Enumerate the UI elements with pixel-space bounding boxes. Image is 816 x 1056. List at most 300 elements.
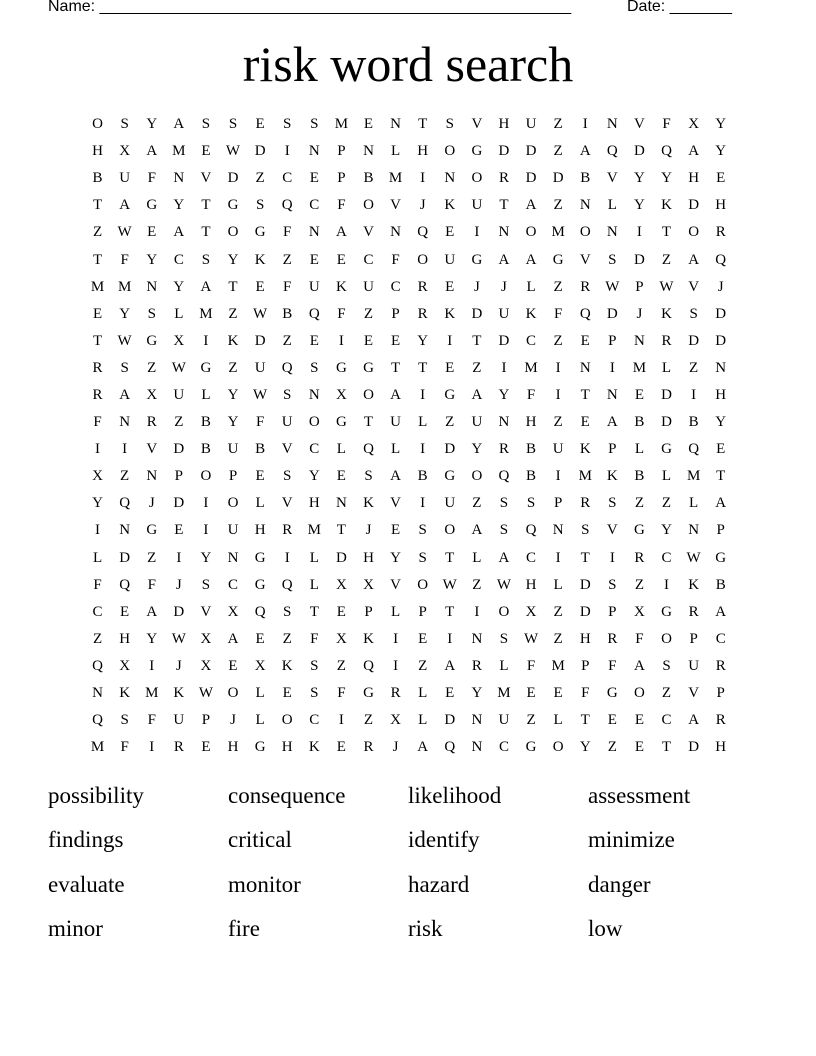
grid-letter: N <box>390 116 401 133</box>
grid-letter: L <box>201 386 211 403</box>
grid-letter: N <box>308 143 320 160</box>
grid-letter: E <box>201 143 211 160</box>
grid-letter: B <box>255 441 266 458</box>
grid-letter: J <box>230 712 236 729</box>
grid-letter: W <box>605 278 620 295</box>
grid-letter: H <box>525 576 537 593</box>
grid-letter: L <box>553 576 563 593</box>
grid-letter: M <box>307 522 321 539</box>
grid-letter: G <box>227 197 239 214</box>
grid-letter: I <box>203 495 209 512</box>
grid-letter: T <box>92 332 103 349</box>
grid-letter: D <box>173 495 185 512</box>
grid-letter: K <box>579 441 591 458</box>
grid-letter: H <box>227 739 239 756</box>
grid-letter: M <box>686 468 701 485</box>
grid-letter: A <box>444 657 456 674</box>
grid-letter: X <box>200 657 212 674</box>
grid-letter: E <box>445 359 455 376</box>
grid-letter: E <box>309 251 319 268</box>
grid-letter: N <box>606 116 618 133</box>
word-list-item: minor <box>48 915 103 941</box>
grid-letter: Z <box>282 251 292 268</box>
name-field: Name: _____________________________________________________ <box>48 0 572 15</box>
grid-letter: X <box>119 143 131 160</box>
grid-letter: J <box>148 495 155 512</box>
grid-letter: E <box>580 414 590 431</box>
grid-letter: A <box>200 278 212 295</box>
grid-letter: Z <box>553 197 563 214</box>
grid-letter: K <box>281 657 293 674</box>
grid-letter: D <box>119 549 131 566</box>
grid-letter: E <box>336 739 346 756</box>
grid-letter: A <box>688 712 700 729</box>
grid-letter: Q <box>525 522 537 539</box>
grid-letter: Z <box>689 359 699 376</box>
grid-letter: I <box>149 657 155 674</box>
grid-letter: S <box>120 359 129 376</box>
grid-letter: N <box>606 386 618 403</box>
grid-letter: I <box>420 386 426 403</box>
grid-letter: W <box>253 386 268 403</box>
grid-letter: H <box>498 116 510 133</box>
grid-letter: G <box>254 576 266 593</box>
grid-letter: G <box>634 522 645 539</box>
grid-letter: I <box>555 359 561 376</box>
grid-letter: S <box>310 359 319 376</box>
grid-letter: O <box>661 630 672 647</box>
grid-letter: H <box>254 522 266 539</box>
grid-letter: Q <box>579 305 591 322</box>
grid-letter: T <box>363 414 374 431</box>
grid-letter: W <box>253 305 268 322</box>
grid-letter: N <box>498 224 510 241</box>
grid-letter: F <box>337 197 346 214</box>
grid-letter: S <box>255 197 265 214</box>
grid-letter: W <box>523 630 539 647</box>
grid-letter: Q <box>417 224 429 241</box>
grid-letter: G <box>146 522 158 539</box>
grid-letter: B <box>634 468 645 485</box>
grid-letter: E <box>445 278 455 295</box>
grid-letter: J <box>365 522 372 539</box>
grid-letter: F <box>283 224 292 241</box>
grid-letter: E <box>255 468 265 485</box>
grid-letter: Z <box>661 251 672 268</box>
grid-letter: V <box>390 197 401 214</box>
grid-letter: I <box>95 522 101 539</box>
grid-letter: D <box>525 143 537 160</box>
grid-letter: U <box>254 359 266 376</box>
grid-letter: I <box>501 359 507 376</box>
grid-letter: A <box>173 224 185 241</box>
grid-letter: H <box>715 386 727 403</box>
grid-letter: Z <box>92 224 103 241</box>
grid-letter: D <box>661 386 672 403</box>
grid-letter: E <box>445 224 455 241</box>
grid-letter: O <box>227 685 239 702</box>
grid-letter: Z <box>147 549 157 566</box>
word-list-item: critical <box>228 827 292 853</box>
grid-letter: K <box>335 278 347 295</box>
grid-letter: T <box>580 712 590 729</box>
grid-letter: T <box>201 197 211 214</box>
grid-letter: P <box>553 495 563 512</box>
grid-letter: N <box>119 414 131 431</box>
grid-letter: Y <box>661 522 672 539</box>
grid-letter: T <box>499 197 509 214</box>
grid-letter: D <box>552 170 564 187</box>
grid-letter: Y <box>146 116 158 133</box>
grid-letter: P <box>608 441 617 458</box>
grid-letter: G <box>363 685 374 702</box>
grid-letter: S <box>201 251 211 268</box>
grid-letter: E <box>255 116 265 133</box>
grid-letter: C <box>309 712 320 729</box>
grid-letter: Q <box>92 657 103 674</box>
grid-letter: W <box>659 278 674 295</box>
grid-letter: Y <box>308 468 320 485</box>
grid-letter: T <box>92 197 103 214</box>
grid-letter: N <box>308 224 320 241</box>
grid-letter: V <box>146 441 158 458</box>
grid-letter: N <box>552 522 564 539</box>
grid-letter: S <box>201 576 211 593</box>
grid-letter: H <box>363 549 374 566</box>
grid-letter: Y <box>715 414 727 431</box>
grid-letter: C <box>390 278 401 295</box>
grid-letter: Z <box>282 332 292 349</box>
grid-letter: Y <box>634 197 645 214</box>
grid-letter: F <box>147 712 156 729</box>
grid-letter: T <box>418 359 428 376</box>
grid-letter: F <box>120 739 129 756</box>
grid-letter: V <box>363 224 374 241</box>
grid-letter: B <box>363 170 374 187</box>
word-list-item: fire <box>228 915 260 941</box>
grid-letter: X <box>390 712 401 729</box>
grid-letter: X <box>634 603 645 620</box>
grid-letter: Y <box>119 305 131 322</box>
grid-letter: M <box>117 278 132 295</box>
grid-letter: X <box>119 657 131 674</box>
grid-letter: N <box>363 143 374 160</box>
grid-letter: L <box>255 495 265 512</box>
grid-letter: L <box>661 359 672 376</box>
grid-letter: N <box>688 522 700 539</box>
grid-letter: T <box>716 468 726 485</box>
grid-letter: X <box>688 116 700 133</box>
grid-letter: X <box>335 576 347 593</box>
grid-letter: O <box>579 224 591 241</box>
grid-letter: G <box>525 739 537 756</box>
grid-letter: B <box>688 414 699 431</box>
grid-letter: Y <box>471 685 483 702</box>
grid-letter: F <box>147 170 156 187</box>
grid-letter: U <box>498 712 510 729</box>
grid-letter: G <box>715 549 727 566</box>
grid-letter: V <box>579 251 591 268</box>
grid-letter: P <box>418 603 427 620</box>
grid-letter: I <box>447 630 453 647</box>
grid-letter: N <box>119 522 131 539</box>
grid-letter: N <box>471 712 483 729</box>
grid-letter: T <box>580 549 590 566</box>
grid-letter: G <box>552 251 564 268</box>
grid-letter: R <box>417 305 428 322</box>
grid-letter: S <box>201 116 211 133</box>
grid-letter: Z <box>472 576 482 593</box>
grid-letter: A <box>146 143 158 160</box>
grid-letter: W <box>225 143 241 160</box>
grid-letter: X <box>92 468 103 485</box>
grid-letter: E <box>309 332 319 349</box>
grid-letter: Z <box>336 657 346 674</box>
grid-letter: P <box>689 630 698 647</box>
grid-letter: W <box>686 549 701 566</box>
grid-letter: S <box>608 576 617 593</box>
grid-letter: E <box>228 657 238 674</box>
grid-letter: L <box>418 414 428 431</box>
grid-letter: U <box>173 712 185 729</box>
grid-letter: J <box>392 739 399 756</box>
grid-letter: V <box>200 170 212 187</box>
grid-letter: S <box>364 468 373 485</box>
grid-letter: W <box>198 685 213 702</box>
grid-letter: E <box>282 685 292 702</box>
grid-letter: T <box>201 224 211 241</box>
grid-letter: D <box>688 197 700 214</box>
grid-letter: E <box>634 386 644 403</box>
grid-letter: F <box>310 630 319 647</box>
grid-letter: F <box>120 251 129 268</box>
grid-letter: H <box>281 739 293 756</box>
grid-letter: L <box>309 549 319 566</box>
grid-letter: L <box>336 441 346 458</box>
grid-letter: E <box>716 441 726 458</box>
grid-letter: S <box>310 116 319 133</box>
grid-letter: X <box>335 386 347 403</box>
grid-letter: W <box>117 332 132 349</box>
grid-letter: X <box>335 630 347 647</box>
grid-letter: E <box>418 630 428 647</box>
grid-letter: R <box>634 549 645 566</box>
grid-letter: S <box>662 657 671 674</box>
grid-letter: Z <box>418 657 428 674</box>
grid-letter: E <box>716 170 726 187</box>
grid-letter: Z <box>553 278 563 295</box>
grid-letter: Y <box>579 739 591 756</box>
grid-letter: F <box>581 685 590 702</box>
grid-letter: R <box>688 603 699 620</box>
grid-letter: B <box>526 468 537 485</box>
grid-letter: H <box>92 143 103 160</box>
grid-letter: Z <box>553 414 563 431</box>
grid-letter: A <box>498 251 510 268</box>
grid-letter: K <box>444 197 456 214</box>
grid-letter: L <box>92 549 103 566</box>
grid-letter: G <box>471 143 483 160</box>
grid-letter: Z <box>255 170 265 187</box>
grid-letter: Z <box>607 739 617 756</box>
grid-letter: E <box>363 332 374 349</box>
grid-letter: K <box>606 468 618 485</box>
grid-letter: U <box>498 305 510 322</box>
grid-letter: Z <box>634 576 644 593</box>
grid-letter: M <box>578 468 592 485</box>
grid-letter: Y <box>146 251 158 268</box>
grid-letter: E <box>634 712 644 729</box>
grid-letter: L <box>661 468 672 485</box>
grid-letter: I <box>609 549 615 566</box>
word-list-item: risk <box>408 915 443 941</box>
grid-letter: X <box>254 657 266 674</box>
grid-letter: M <box>90 739 105 756</box>
grid-letter: T <box>92 251 103 268</box>
grid-letter: U <box>281 414 293 431</box>
grid-letter: S <box>283 386 292 403</box>
worksheet-header <box>48 0 748 20</box>
grid-letter: Y <box>92 495 103 512</box>
grid-letter: E <box>147 224 157 241</box>
grid-letter: O <box>634 685 645 702</box>
grid-letter: M <box>551 657 565 674</box>
grid-letter: R <box>363 739 374 756</box>
grid-letter: E <box>255 278 265 295</box>
grid-letter: E <box>526 685 536 702</box>
grid-letter: S <box>608 495 617 512</box>
grid-letter: Y <box>471 441 483 458</box>
grid-letter: T <box>390 359 401 376</box>
grid-letter: Y <box>227 414 239 431</box>
grid-letter: O <box>417 576 429 593</box>
grid-letter: K <box>173 685 185 702</box>
grid-letter: G <box>146 332 158 349</box>
grid-letter: E <box>120 603 130 620</box>
grid-letter: T <box>228 278 238 295</box>
grid-letter: L <box>390 441 401 458</box>
grid-letter: N <box>579 197 591 214</box>
grid-letter: Y <box>173 197 185 214</box>
grid-letter: P <box>608 332 617 349</box>
grid-letter: X <box>173 332 185 349</box>
grid-letter: S <box>283 468 292 485</box>
grid-letter: U <box>173 386 185 403</box>
grid-letter: Z <box>228 359 238 376</box>
grid-letter: R <box>715 657 726 674</box>
grid-letter: B <box>200 441 211 458</box>
grid-letter: Z <box>553 143 563 160</box>
grid-letter: K <box>444 305 456 322</box>
grid-letter: G <box>444 386 456 403</box>
grid-letter: Z <box>526 712 536 729</box>
grid-letter: Q <box>92 712 103 729</box>
grid-letter: Q <box>498 468 510 485</box>
grid-letter: P <box>716 522 725 539</box>
grid-letter: G <box>661 441 672 458</box>
grid-letter: Y <box>498 386 510 403</box>
grid-letter: E <box>607 712 617 729</box>
grid-letter: D <box>661 414 672 431</box>
grid-letter: S <box>689 305 698 322</box>
grid-letter: F <box>662 116 671 133</box>
grid-letter: W <box>171 359 186 376</box>
grid-letter: I <box>636 224 642 241</box>
grid-letter: L <box>255 685 265 702</box>
grid-letter: Q <box>444 739 456 756</box>
grid-letter: D <box>579 603 591 620</box>
grid-letter: G <box>254 549 266 566</box>
grid-letter: R <box>715 224 726 241</box>
word-list-item: possibility <box>48 783 144 808</box>
grid-letter: Z <box>92 630 103 647</box>
grid-letter: R <box>92 359 103 376</box>
grid-letter: S <box>499 630 509 647</box>
grid-letter: G <box>363 359 374 376</box>
grid-letter: Z <box>634 495 644 512</box>
grid-letter: W <box>496 576 512 593</box>
grid-letter: Q <box>606 143 618 160</box>
grid-letter: Z <box>661 495 672 512</box>
grid-letter: C <box>526 549 537 566</box>
grid-letter: P <box>174 468 183 485</box>
grid-letter: Y <box>715 116 727 133</box>
grid-letter: W <box>442 576 457 593</box>
grid-letter: U <box>444 251 456 268</box>
grid-letter: U <box>363 278 374 295</box>
grid-letter: R <box>173 739 184 756</box>
grid-letter: Z <box>174 414 184 431</box>
grid-letter: H <box>715 197 727 214</box>
grid-letter: T <box>418 116 428 133</box>
grid-letter: R <box>715 712 726 729</box>
grid-letter: I <box>284 143 290 160</box>
grid-letter: A <box>146 603 158 620</box>
grid-letter: K <box>661 305 672 322</box>
grid-letter: V <box>606 522 618 539</box>
grid-letter: A <box>688 251 700 268</box>
grid-letter: T <box>661 224 672 241</box>
grid-letter: L <box>689 495 699 512</box>
grid-letter: A <box>227 630 239 647</box>
grid-letter: R <box>471 657 482 674</box>
grid-letter: M <box>497 685 511 702</box>
grid-letter: F <box>526 657 536 674</box>
grid-letter: I <box>555 386 561 403</box>
grid-letter: Z <box>445 414 455 431</box>
grid-letter: D <box>173 603 185 620</box>
grid-letter: D <box>498 143 510 160</box>
grid-letter: E <box>634 739 644 756</box>
grid-letter: Y <box>634 170 645 187</box>
grid-letter: C <box>661 549 672 566</box>
grid-letter: R <box>282 522 293 539</box>
grid-letter: N <box>227 549 239 566</box>
grid-letter: D <box>444 441 456 458</box>
grid-letter: V <box>281 441 293 458</box>
grid-letter: Q <box>281 197 293 214</box>
grid-letter: D <box>227 170 239 187</box>
grid-letter: Z <box>228 305 238 322</box>
grid-letter: E <box>336 251 346 268</box>
grid-letter: N <box>579 359 591 376</box>
grid-letter: C <box>526 332 537 349</box>
grid-letter: I <box>474 603 480 620</box>
grid-letter: S <box>147 305 156 322</box>
grid-letter: R <box>580 495 591 512</box>
grid-letter: R <box>92 386 103 403</box>
grid-letter: V <box>200 603 212 620</box>
